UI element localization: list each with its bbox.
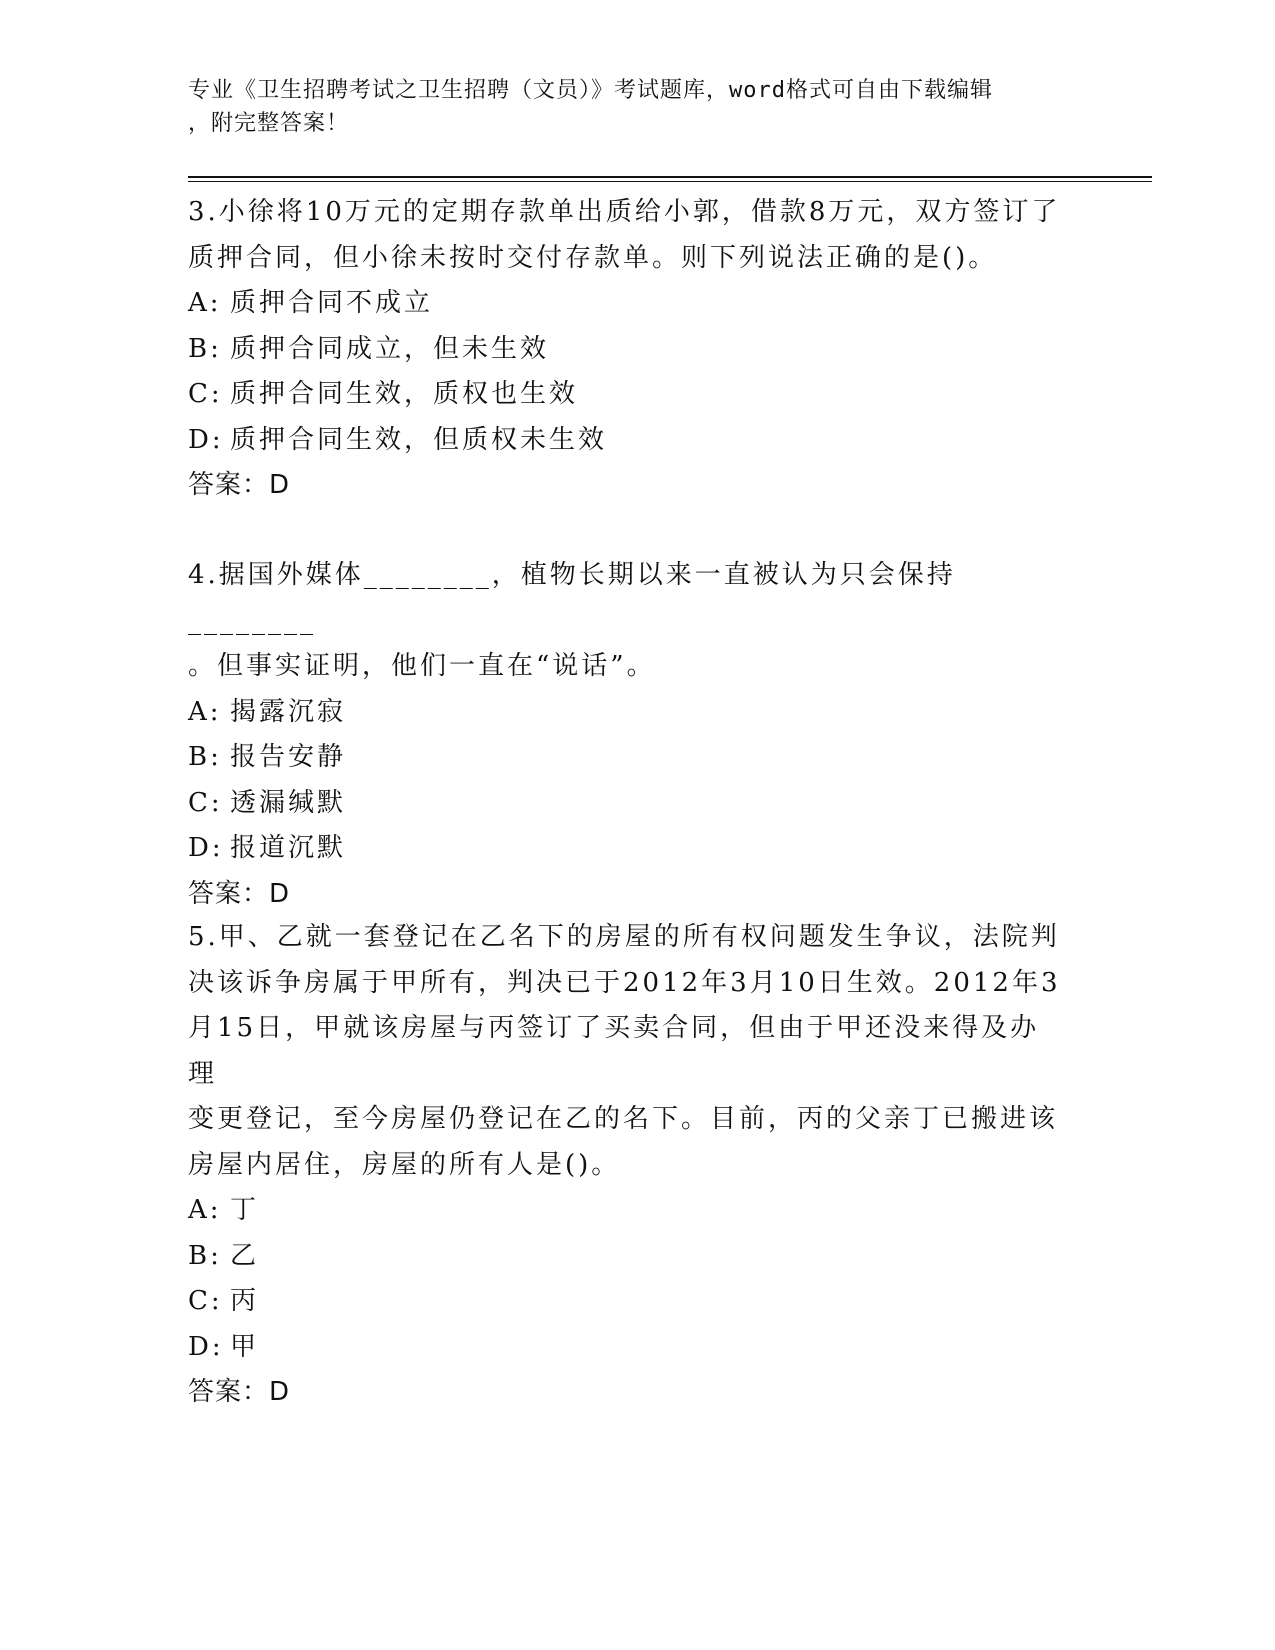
option-c (188, 372, 1068, 418)
answer-line: 答案：D (188, 1377, 291, 1407)
option-letter: A: (188, 696, 222, 727)
header-line-2: ，附完整答案！ (188, 111, 350, 136)
question-stem-line: 房屋内居住，房屋的所有人是()。 (188, 1149, 621, 1180)
option-text: 揭露沉寂 (230, 696, 347, 727)
option-a (188, 281, 1068, 327)
question-stem-line: 5.甲、乙就一套登记在乙名下的房屋的所有权问题发生争议，法院判 (188, 922, 1060, 952)
option-text: 质押合同生效，质权也生效 (230, 379, 579, 409)
option-text: 甲 (230, 1331, 260, 1362)
question-3 (188, 190, 1068, 509)
option-letter: A: (188, 288, 222, 318)
option-text: 丁 (230, 1195, 260, 1225)
option-d (188, 826, 1068, 872)
option-b (188, 1234, 1068, 1280)
question-5 (188, 915, 1068, 1416)
option-text: 透漏缄默 (230, 787, 347, 818)
option-letter: B: (188, 333, 222, 364)
document-header (188, 74, 1068, 140)
option-b (188, 327, 1068, 373)
question-stem-line: 决该诉争房属于甲所有，判决已于2012年3月10日生效。2012年3 (188, 967, 1061, 998)
option-text: 质押合同成立，但未生效 (230, 333, 550, 364)
question-stem-line: 。但事实证明，他们一直在“说话”。 (188, 651, 656, 681)
question-4 (188, 553, 1068, 917)
option-text: 丙 (230, 1286, 260, 1316)
option-text: 乙 (230, 1240, 260, 1271)
header-line-1: 专业《卫生招聘考试之卫生招聘（文员）》考试题库，word格式可自由下载编辑 (188, 78, 993, 103)
option-text: 质押合同不成立 (230, 288, 434, 318)
option-text: 报道沉默 (230, 833, 347, 863)
option-c (188, 1279, 1068, 1325)
option-letter: C: (188, 787, 223, 818)
option-letter: C: (188, 1286, 223, 1316)
option-b (188, 735, 1068, 781)
option-text: 报告安静 (230, 742, 347, 772)
option-d (188, 1325, 1068, 1371)
question-stem-line: 月15日，甲就该房屋与丙签订了买卖合同，但由于甲还没来得及办理 (188, 1013, 1040, 1089)
answer-line: 答案：D (188, 878, 291, 909)
option-letter: B: (188, 1240, 222, 1271)
option-text: 质押合同生效，但质权未生效 (230, 424, 608, 455)
option-letter: D: (188, 424, 224, 455)
option-letter: D: (188, 1331, 224, 1362)
option-a (188, 1188, 1068, 1234)
question-stem-line: 变更登记，至今房屋仍登记在乙的名下。目前，丙的父亲丁已搬进该 (188, 1104, 1059, 1134)
option-d (188, 418, 1068, 464)
answer-line: 答案：D (188, 470, 291, 500)
option-letter: C: (188, 379, 223, 409)
question-stem-line: 3.小徐将10万元的定期存款单出质给小郭，借款8万元，双方签订了 (188, 197, 1061, 227)
question-stem-line: 4.据国外媒体________，植物长期以来一直被认为只会保持________ (188, 560, 956, 636)
header-divider-thick (188, 176, 1152, 178)
header-divider-thin (188, 181, 1152, 182)
option-a (188, 690, 1068, 736)
option-letter: D: (188, 833, 224, 863)
option-c (188, 781, 1068, 827)
option-letter: A: (188, 1195, 222, 1225)
option-letter: B: (188, 742, 222, 772)
question-stem-line: 质押合同，但小徐未按时交付存款单。则下列说法正确的是()。 (188, 242, 998, 273)
